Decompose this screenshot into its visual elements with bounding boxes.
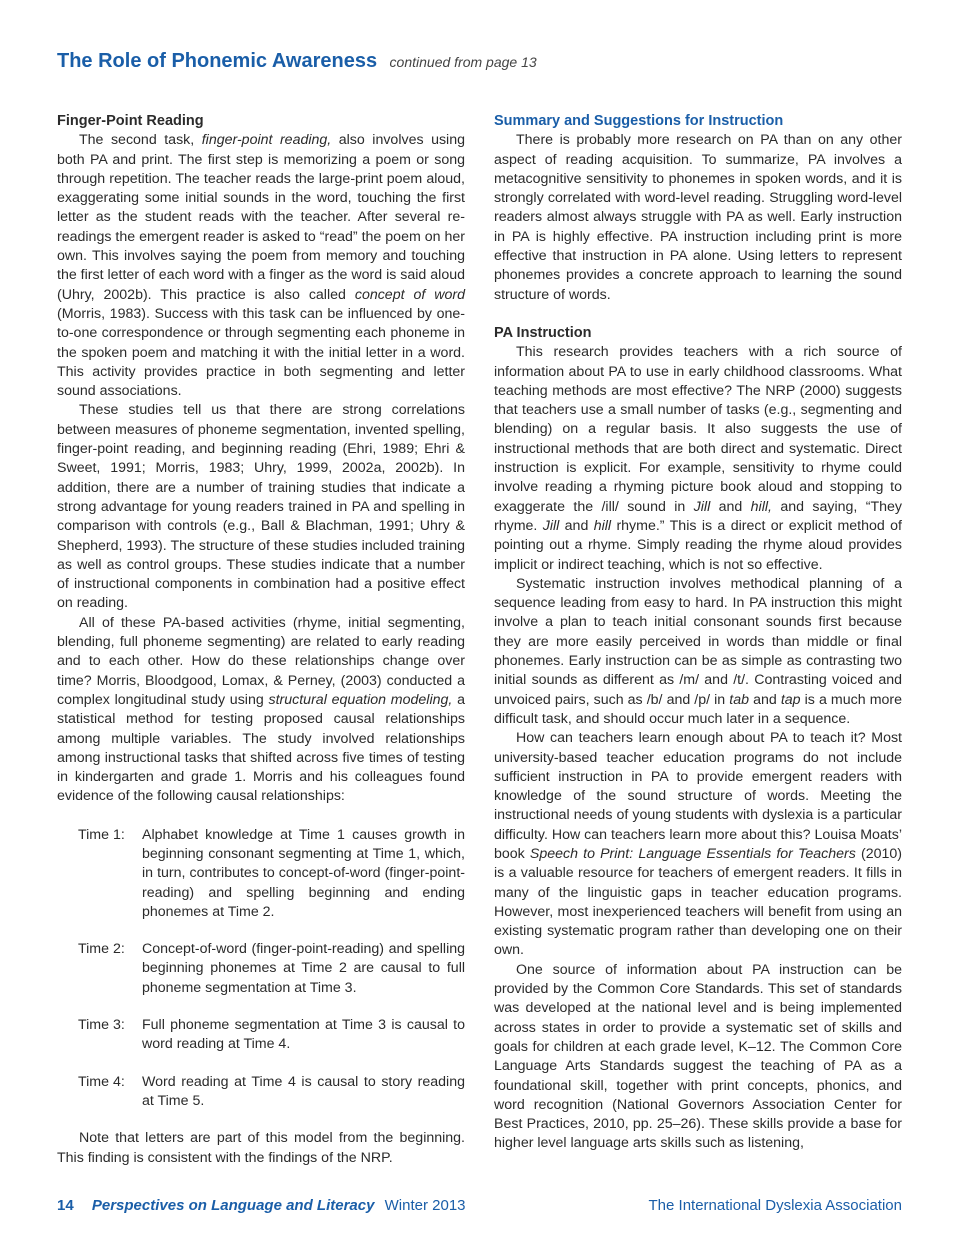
continued-note: continued from page 13 [389,54,537,70]
issue-date: Winter 2013 [384,1197,466,1214]
timeline-text: Alphabet knowledge at Time 1 causes growth in beginning consonant segmenting at Time 1, which, in turn, contributes to concept-of-word (finger-point-reading) and spelling beginning and ending phonemes at Time 2. [142,826,465,920]
section-heading-pa-instruction: PA Instruction [494,324,592,341]
section-heading-finger-point: Finger-Point Reading [57,113,204,129]
timeline-label: Time 3: [78,1017,125,1034]
causal-timeline-list [57,826,465,1112]
timeline-label: Time 4: [78,1073,125,1090]
paragraph: Note that letters are part of this model from the beginning. This finding is consistent with the findings of the NRP. [57,1130,465,1166]
right-column [494,112,902,1154]
paragraph: How can teachers learn enough about PA to teach it? Most university-based teacher education programs do not include sufficient instruction in PA to provide emergent readers with knowledge of the sound structure of words. Meeting the instructional needs of young students with dyslexia is a particular difficulty. How can teachers learn more about this? Louisa Moats’ book Speech to Print: Language Essentials for Teachers (2010) is a valuable resource for teachers of emergent readers. It fills in many of the linguistic gaps in teacher education programs. However, most inexperienced teachers will benefit from using an existing systematic program rather than developing one on their own. [494,730,902,959]
timeline-item [57,826,465,922]
paragraph: These studies tell us that there are strong correlations between measures of phoneme segmentation, invented spelling, finger-point reading, and beginning reading (Ehri, 1989; Ehri & Sweet, 1991; Morris, 1983; Uhry, 1999, 2002a, 2002b). In addition, there are a number of training studies that indicate a strong advantage for young readers trained in PA and spelling in comparison with controls (e.g., Ball & Blachman, 1991; Uhry & Shepherd, 1993). The structure of these studies included training as well as control groups. These studies indicate that a number of instructional components in combination had a positive effect on reading. [57,402,465,612]
timeline-item [57,1073,465,1112]
left-column [57,112,465,1168]
page-header [57,50,537,73]
timeline-item [57,1016,465,1055]
journal-name: Perspectives on Language and Literacy [91,1197,375,1214]
page-footer-left [57,1197,466,1214]
timeline-text: Full phoneme segmentation at Time 3 is causal to word reading at Time 4. [142,1017,465,1053]
organization-name: The International Dyslexia Association [648,1197,902,1214]
article-title: The Role of Phonemic Awareness [57,50,378,72]
paragraph: There is probably more research on PA than on any other aspect of reading acquisition. To summarize, PA involves a metacognitive sensitivity to phonemes in spoken words, and it is strongly correlated with word-level reading. Struggling word-level readers almost always struggle with PA as well. Early instruction in PA is highly effective. PA instruction including print is more effective that instruction in PA alone. Using letters to represent phonemes provides a concrete approach to learning the sound structure of words. [494,132,902,303]
paragraph: The second task, finger-point reading, also involves using both PA and print. The first step is memorizing a poem or song through repetition. The teacher reads the large-print poem aloud, exaggerating some initial sounds in the word, touching the first letter as the student reads with the teacher. After several re-readings the emergent reader is asked to “read” the poem on her own. This involves saying the poem from memory and touching the first letter of each word with a finger as the word is said aloud (Uhry, 2002b). This practice is also called concept of word (Morris, 1983). Success with this task can be influenced by one-to-one correspondence or through segmenting each phoneme in the spoken poem and matching it with the initial letter in a word. This activity provides practice in both segmenting and letter sound associations. [57,132,465,400]
page-number: 14 [57,1197,74,1214]
paragraph: Systematic instruction involves methodical planning of a sequence leading from easy to hard. In PA instruction this might involve a plan to teach initial consonant sounds first because they are more easily perceived in words than middle or final phonemes. Early instruction can be as simple as contrasting two initial sounds as different as /m/ and /t/. Contrasting voiced and unvoiced pairs, such as /b/ and /p/ in tab and tap is a much more difficult task, and should occur much later in a sequence. [494,575,903,727]
timeline-label: Time 2: [78,941,125,958]
paragraph: All of these PA-based activities (rhyme, initial segmenting, blending, full phoneme segmenting) are related to early reading and to each other. How do these relationships change over time? Morris, Bloodgood, Lomax, & Perney, (2003) conducted a complex longitudinal study using structural equation modeling, a statistical method for testing proposed causal relationships among multiple variables. The study involved relationships among instructional tasks that shifted across five times of testing in kindergarten and grade 1. Morris and his colleagues found evidence of the following causal relationships: [57,614,465,805]
timeline-text: Concept-of-word (finger-point-reading) and spelling beginning phonemes at Time 2 are causal to full phoneme segmentation at Time 3. [142,941,465,996]
timeline-text: Word reading at Time 4 is causal to story reading at Time 5. [142,1073,465,1109]
paragraph: This research provides teachers with a rich source of information about PA to use in early childhood classrooms. What teaching methods are most effective? The NRP (2000) suggests that teachers use a small number of tasks (e.g., segmenting and blending) on a regular basis. It also suggests the use of instructional methods that are both direct and systematic. Direct instruction is explicit. For example, sensitivity to rhyme could involve reading a rhyming picture book aloud and stopping to exaggerate the /ill/ sound in Jill and hill, and saying, “They rhyme. Jill and hill rhyme.” This is a direct or explicit method of pointing out a rhyme. Simply reading the rhyme aloud provides implicit or indirect teaching, which is not so effective. [494,344,903,573]
timeline-label: Time 1: [78,826,125,843]
section-heading-summary: Summary and Suggestions for Instruction [494,113,784,129]
paragraph: One source of information about PA instruction can be provided by the Common Core Standards. This set of standards was developed at the national level and is being implemented across states in order to provide a systematic set of skills and goals for children at each grade level, K–12. The Common Core Language Arts Standards suggest the teaching of PA as a foundational skill, together with print concepts, phonics, and word recognition (National Governors Association Center for Best Practices, 2010, pp. 25–26). These skills provide a base for higher level language arts skills such as listening, [494,961,902,1152]
timeline-item [57,940,465,998]
